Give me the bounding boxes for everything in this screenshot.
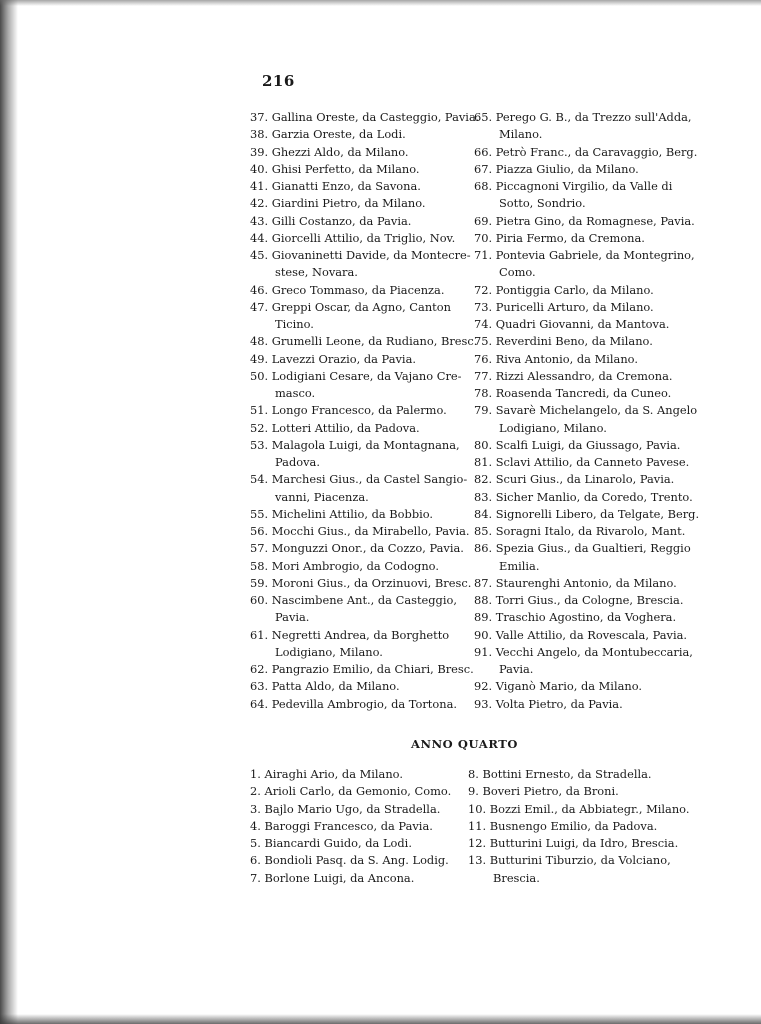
entry-line: 53. Malagola Luigi, da Montagnana, [250,437,460,452]
list-entry [474,609,702,626]
entry-line: 42. Giardini Pietro, da Milano. [250,196,426,211]
list-entry [474,627,702,644]
entry-continuation-line: Sotto, Sondrio. [499,196,586,211]
entry-line: 50. Lodigiani Cesare, da Vajano Cre- [250,368,462,383]
entries-column-right [474,109,702,713]
list-entry [250,540,478,557]
list-entry [468,783,698,800]
list-entry [474,299,702,316]
list-entry [250,523,478,540]
entry-line: 64. Pedevilla Ambrogio, da Tortona. [250,696,457,711]
list-entry [474,471,702,488]
quarto-column-right [468,766,698,887]
list-entry [250,575,478,592]
entry-line: 87. Staurenghi Antonio, da Milano. [474,575,677,590]
list-entry [474,247,702,282]
list-entry [250,506,478,523]
entry-line: 49. Lavezzi Orazio, da Pavia. [250,351,416,366]
list-entry [250,299,478,334]
entry-line: 43. Gilli Costanzo, da Pavia. [250,213,412,228]
list-entry [474,696,702,713]
list-entry [250,213,478,230]
list-entry [250,109,478,126]
list-entry [474,282,702,299]
list-entry [474,454,702,471]
list-entry [250,678,478,695]
entry-continuation-line: Lodigiano, Milano. [499,420,607,435]
list-entry [474,644,702,679]
entry-line: 57. Monguzzi Onor., da Cozzo, Pavia. [250,541,464,556]
entry-line: 62. Pangrazio Emilio, da Chiari, Bresc. [250,662,474,676]
list-entry [250,402,478,419]
entry-line: 71. Pontevia Gabriele, da Montegrino, [474,248,695,262]
list-entry [250,766,465,783]
entry-line: 79. Savarè Michelangelo, da S. Angelo [474,403,698,418]
entry-line: 75. Reverdini Beno, da Milano. [474,334,653,349]
list-entry [474,161,702,178]
entry-line: 58. Mori Ambrogio, da Codogno. [250,558,439,573]
quarto-column-left [250,766,465,887]
list-entry [250,282,478,299]
list-entry [250,333,478,350]
list-entry [250,661,478,678]
list-entry [474,540,702,575]
entry-line: 55. Michelini Attilio, da Bobbio. [250,506,434,521]
entry-continuation-line: Ticino. [275,317,314,331]
list-entry [474,351,702,368]
entry-continuation-line: masco. [275,386,316,400]
list-entry [250,835,465,852]
entry-line: 54. Marchesi Gius., da Castel Sangio- [250,472,468,487]
entry-line: 41. Gianatti Enzo, da Savona. [250,179,421,193]
entry-line: 52. Lotteri Attilio, da Padova. [250,420,420,435]
entry-line: 6. Bondioli Pasq. da S. Ang. Lodig. [250,853,449,868]
list-entry [474,489,702,506]
list-entry [474,316,702,333]
entry-line: 13. Butturini Tiburzio, da Volciano, [468,853,671,868]
entry-line: 61. Negretti Andrea, da Borghetto [250,627,450,642]
list-entry [250,230,478,247]
entry-line: 56. Mocchi Gius., da Mirabello, Pavia. [250,524,470,538]
entry-line: 74. Quadri Giovanni, da Mantova. [474,317,670,331]
list-entry [468,801,698,818]
entry-line: 91. Vecchi Angelo, da Montubeccaria, [474,644,693,659]
list-entry [250,420,478,437]
entry-continuation-line: Como. [499,265,536,280]
list-entry [474,230,702,247]
entry-line: 37. Gallina Oreste, da Casteggio, Pavia. [250,110,480,124]
entry-continuation-line: Emilia. [499,558,540,573]
entry-line: 1. Airaghi Ario, da Milano. [250,767,403,781]
binding-shadow-top [0,0,761,6]
entry-line: 2. Arioli Carlo, da Gemonio, Como. [250,784,452,799]
entry-line: 78. Roasenda Tancredi, da Cuneo. [474,386,672,400]
entry-line: 7. Borlone Luigi, da Ancona. [250,870,415,885]
entry-continuation-line: stese, Novara. [275,265,358,280]
list-entry [250,161,478,178]
list-entry [468,766,698,783]
list-entry [474,144,702,161]
list-entry [250,126,478,143]
list-entry [250,870,465,887]
entry-line: 39. Ghezzi Aldo, da Milano. [250,144,409,159]
list-entry [468,835,698,852]
list-entry [250,471,478,506]
entry-line: 11. Busnengo Emilio, da Padova. [468,818,658,833]
list-entry [474,506,702,523]
entry-line: 70. Piria Fermo, da Cremona. [474,230,645,245]
list-entry [250,247,478,282]
entry-line: 88. Torri Gius., da Cologne, Brescia. [474,593,684,607]
entry-line: 69. Pietra Gino, da Romagnese, Pavia. [474,213,695,228]
entry-line: 38. Garzia Oreste, da Lodi. [250,127,406,142]
list-entry [474,402,702,437]
list-entry [250,558,478,575]
list-entry [474,333,702,350]
entry-line: 9. Boveri Pietro, da Broni. [468,784,619,799]
entry-line: 93. Volta Pietro, da Pavia. [474,696,623,711]
entry-line: 73. Puricelli Arturo, da Milano. [474,299,654,314]
entry-line: 46. Greco Tommaso, da Piacenza. [250,282,445,297]
list-entry [468,818,698,835]
entry-continuation-line: Milano. [499,127,543,142]
entry-line: 60. Nascimbene Ant., da Casteggio, [250,593,457,607]
list-entry [250,195,478,212]
entry-line: 82. Scuri Gius., da Linarolo, Pavia. [474,472,675,487]
entries-column-left [250,109,478,713]
list-entry [250,852,465,869]
entry-line: 5. Biancardi Guido, da Lodi. [250,836,412,850]
entry-line: 76. Riva Antonio, da Milano. [474,351,638,366]
entry-line: 66. Petrò Franc., da Caravaggio, Berg. [474,144,698,159]
entry-line: 67. Piazza Giulio, da Milano. [474,161,639,176]
list-entry [474,575,702,592]
entry-line: 44. Giorcelli Attilio, da Triglio, Nov. [250,230,456,245]
list-entry [250,696,478,713]
entry-line: 40. Ghisi Perfetto, da Milano. [250,161,420,176]
entry-line: 83. Sicher Manlio, da Coredo, Trento. [474,489,693,504]
entry-line: 86. Spezia Gius., da Gualtieri, Reggio [474,541,691,556]
entry-continuation-line: Pavia. [499,662,534,676]
list-entry [250,818,465,835]
entry-line: 90. Valle Attilio, da Rovescala, Pavia. [474,627,688,642]
entry-line: 12. Butturini Luigi, da Idro, Brescia. [468,836,679,850]
entry-line: 80. Scalfi Luigi, da Giussago, Pavia. [474,437,681,452]
entry-line: 92. Viganò Mario, da Milano. [474,679,643,694]
list-entry [250,801,465,818]
list-entry [468,852,698,887]
entry-line: 10. Bozzi Emil., da Abbiategr., Milano. [468,801,690,816]
list-entry [474,385,702,402]
list-entry [474,678,702,695]
entry-continuation-line: Pavia. [275,610,310,625]
entry-continuation-line: Lodigiano, Milano. [275,644,383,659]
list-entry [474,368,702,385]
entry-continuation-line: Brescia. [493,870,540,885]
list-entry [474,213,702,230]
entry-continuation-line: vanni, Piacenza. [275,489,369,504]
entry-line: 8. Bottini Ernesto, da Stradella. [468,767,652,781]
list-entry [250,178,478,195]
list-entry [250,627,478,662]
entry-line: 89. Traschio Agostino, da Voghera. [474,610,677,625]
list-entry [474,437,702,454]
list-entry [474,523,702,540]
binding-shadow-bottom [0,1014,761,1024]
entry-continuation-line: Padova. [275,455,320,469]
entry-line: 72. Pontiggia Carlo, da Milano. [474,282,654,297]
list-entry [250,783,465,800]
entry-line: 63. Patta Aldo, da Milano. [250,679,400,694]
binding-shadow-left [0,0,18,1024]
list-entry [250,351,478,368]
entry-line: 48. Grumelli Leone, da Rudiano, Bresc. [250,334,478,349]
entry-line: 65. Perego G. B., da Trezzo sull'Adda, [474,110,692,124]
entry-line: 84. Signorelli Libero, da Telgate, Berg. [474,506,700,521]
entry-line: 77. Rizzi Alessandro, da Cremona. [474,368,673,383]
entry-line: 4. Baroggi Francesco, da Pavia. [250,818,433,833]
section-title: ANNO QUARTO [410,737,519,751]
entry-line: 85. Soragni Italo, da Rivarolo, Mant. [474,524,686,538]
entry-line: 81. Sclavi Attilio, da Canneto Pavese. [474,455,690,469]
entry-line: 3. Bajlo Mario Ugo, da Stradella. [250,801,441,816]
page-number: 216 [262,72,295,90]
list-entry [474,178,702,213]
list-entry [250,592,478,627]
entry-line: 45. Giovaninetti Davide, da Montecre- [250,248,471,262]
entry-line: 47. Greppi Oscar, da Agno, Canton [250,299,451,314]
list-entry [250,368,478,403]
list-entry [250,144,478,161]
entry-line: 68. Piccagnoni Virgilio, da Valle di [474,179,673,193]
entry-line: 51. Longo Francesco, da Palermo. [250,403,447,418]
list-entry [474,592,702,609]
entry-line: 59. Moroni Gius., da Orzinuovi, Bresc. [250,575,472,590]
list-entry [250,437,478,472]
list-entry [474,109,702,144]
